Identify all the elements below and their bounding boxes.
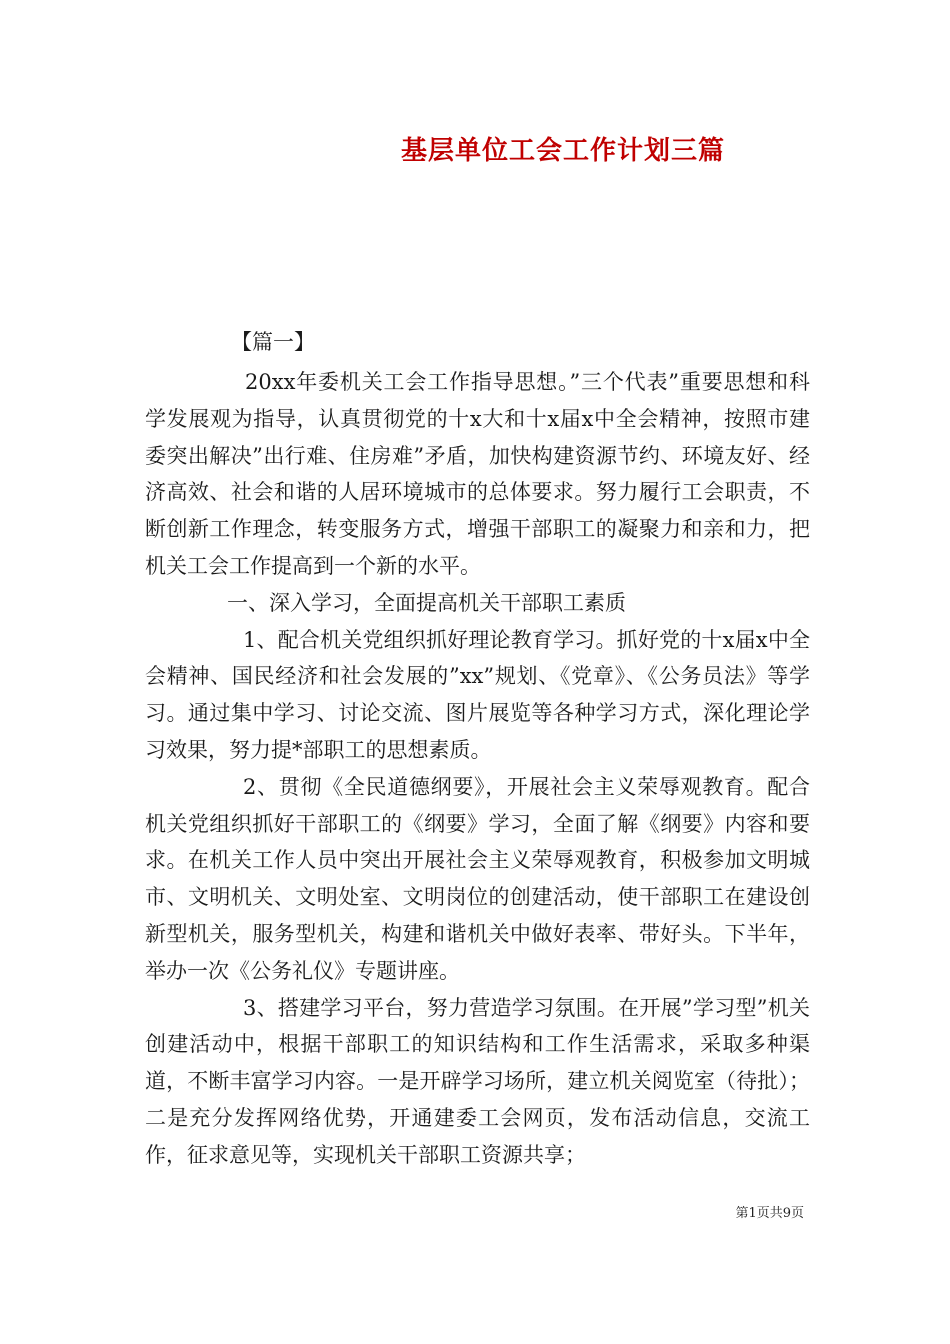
section-heading: 一、深入学习，全面提高机关干部职工素质 [227,590,626,615]
paragraph-item-3: 3、搭建学习平台，努力营造学习氛围。在开展”学习型”机关创建活动中，根据干部职工的知识结构和工作生活需求，采取多种渠道，不断丰富学习内容。一是开辟学习场所，建立机关阅览室（待批）；二是充分发挥网络优势，开通建委工会网页，发布活动信息，交流工作，征求意见等，实现机关干部职工资源共享； [145,995,810,1167]
page-footer: 第1页共9页 [735,1206,804,1221]
section-label: 【篇一】 [231,330,315,354]
document-title: 基层单位工会工作计划三篇 [400,136,725,166]
paragraph-item-1: 1、配合机关党组织抓好理论教育学习。抓好党的十x届x中全会精神、国民经济和社会发展的”xx”规划、《党章》、《公务员法》等学习。通过集中学习、讨论交流、图片展览等各种学习方式，深化理论学习效果，努力提*部职工的思想素质。 [145,627,810,762]
paragraph-intro: 20xx年委机关工会工作指导思想。”三个代表”重要思想和科学发展观为指导，认真贯彻党的十x大和十x届x中全会精神，按照市建委突出解决”出行难、住房难”矛盾，加快构建资源节约、环境友好、经济高效、社会和谐的人居环境城市的总体要求。努力履行工会职责，不断创新工作理念，转变服务方式，增强干部职工的凝聚力和亲和力，把机关工会工作提高到一个新的水平。 [145,370,810,578]
paragraph-item-2: 2、贯彻《全民道德纲要》，开展社会主义荣辱观教育。配合机关党组织抓好干部职工的《纲要》学习，全面了解《纲要》内容和要求。在机关工作人员中突出开展社会主义荣辱观教育，积极参加文明城市、文明机关、文明处室、文明岗位的创建活动，使干部职工在建设创新型机关，服务型机关，构建和谐机关中做好表率、带好头。下半年，举办一次《公务礼仪》专题讲座。 [145,774,810,983]
document-body [145,364,810,1174]
